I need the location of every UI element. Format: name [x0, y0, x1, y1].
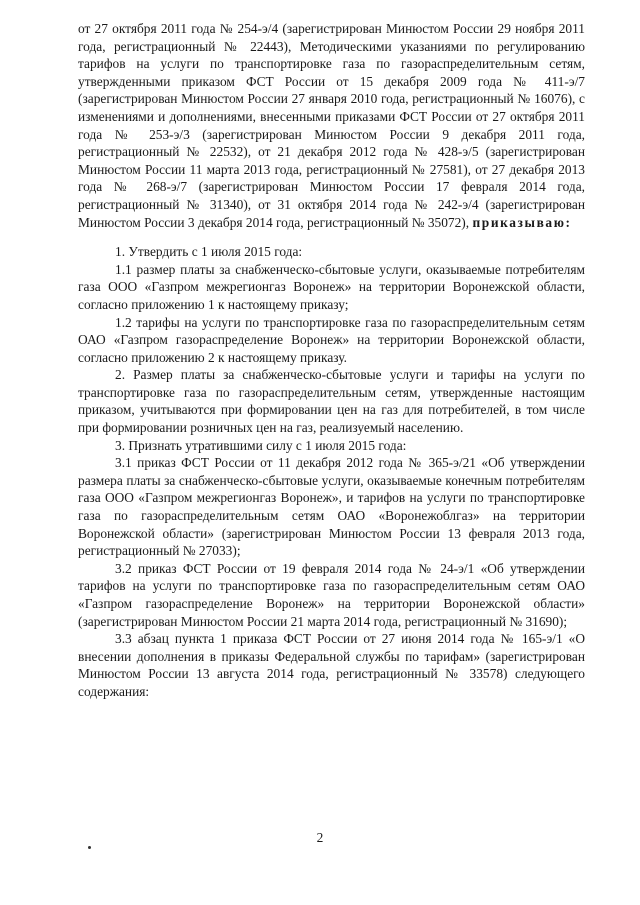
intro-text: от 27 октября 2011 года № 254-э/4 (зарегистрирован Минюстом России 29 ноября 2011 года, регистрационный № 22443), Методическими указаниями по регулированию тарифов на услуги по транспортировке газа по газораспределительным сетям, утвержденными приказом ФСТ России от 15 декабря 2009 года № 411-э/7 (зарегистрирован Минюстом России 27 января 2010 года, регистрационный № 16076), с изменениями и дополнениями, внесенными приказами ФСТ России от 27 октября 2011 года № 253-э/3 (зарегистрирован Минюстом России 9 декабря 2011 года, регистрационный № 22532), от 21 декабря 2012 года № 428-э/5 (зарегистрирован Минюстом России 11 марта 2013 года, регистрационный № 27581), от 27 декабря 2013 года № 268-э/7 (зарегистрирован Минюстом России 17 февраля 2014 года, регистрационный № 31340), от 31 октября 2014 года № 242-э/4 (зарегистрирован Минюстом России 3 декабря 2014 года, регистрационный № 35072), — [78, 21, 585, 230]
scan-speck — [88, 846, 91, 849]
intro-paragraph — [78, 20, 585, 231]
item-1-1: 1.1 размер платы за снабженческо-сбытовые услуги, оказываемые потребителям газа ООО «Газпром межрегионгаз Воронеж» на территории Воронежской области, согласно приложению 1 к настоящему приказу; — [78, 261, 585, 312]
document-body — [78, 20, 585, 701]
item-3-1: 3.1 приказ ФСТ России от 11 декабря 2012 года № 365-э/21 «Об утверждении размера платы за снабженческо-сбытовые услуги, оказываемые конечным потребителям газа ООО «Газпром межрегионгаз Воронеж», и тарифов на услуги по транспортировке газа по газораспределительным сетям ОАО «Воронежоблгаз» на территории Воронежской области» (зарегистрирован Минюстом России 13 февраля 2013 года, регистрационный № 27033); — [78, 455, 585, 559]
order-word: приказываю: — [472, 214, 572, 230]
page-number: 2 — [316, 830, 324, 845]
item-2: 2. Размер платы за снабженческо-сбытовые услуги и тарифы на услуги по транспортировке газа по газораспределительным сетям, утвержденные настоящим приказом, учитываются при формировании цен на газ для потребителей, в том числе при формировании розничных цен на газ, реализуемый населению. — [78, 367, 585, 436]
item-3-3: 3.3 абзац пункта 1 приказа ФСТ России от 27 июня 2014 года № 165-э/1 «О внесении дополнения в приказы Федеральной службы по тарифам» (зарегистрирован Минюстом России 13 августа 2014 года, регистрационный № 33578) следующего содержания: — [78, 631, 585, 699]
item-1: 1. Утвердить с 1 июля 2015 года: — [115, 244, 303, 260]
item-3-2: 3.2 приказ ФСТ России от 19 февраля 2014 года № 24-э/1 «Об утверждении тарифов на услуги по транспортировке газа по газораспределительным сетям ОАО «Газпром газораспределение Воронеж» на территории Воронежской области» (зарегистрирован Минюстом России 21 марта 2014 года, регистрационный № 31690); — [78, 560, 585, 629]
item-1-2: 1.2 тарифы на услуги по транспортировке газа по газораспределительным сетям ОАО «Газпром газораспределение Воронеж» на территории Воронежской области, согласно приложению 2 к настоящему приказу. — [78, 314, 585, 365]
item-3: 3. Признать утратившими силу с 1 июля 2015 года: — [115, 437, 407, 453]
